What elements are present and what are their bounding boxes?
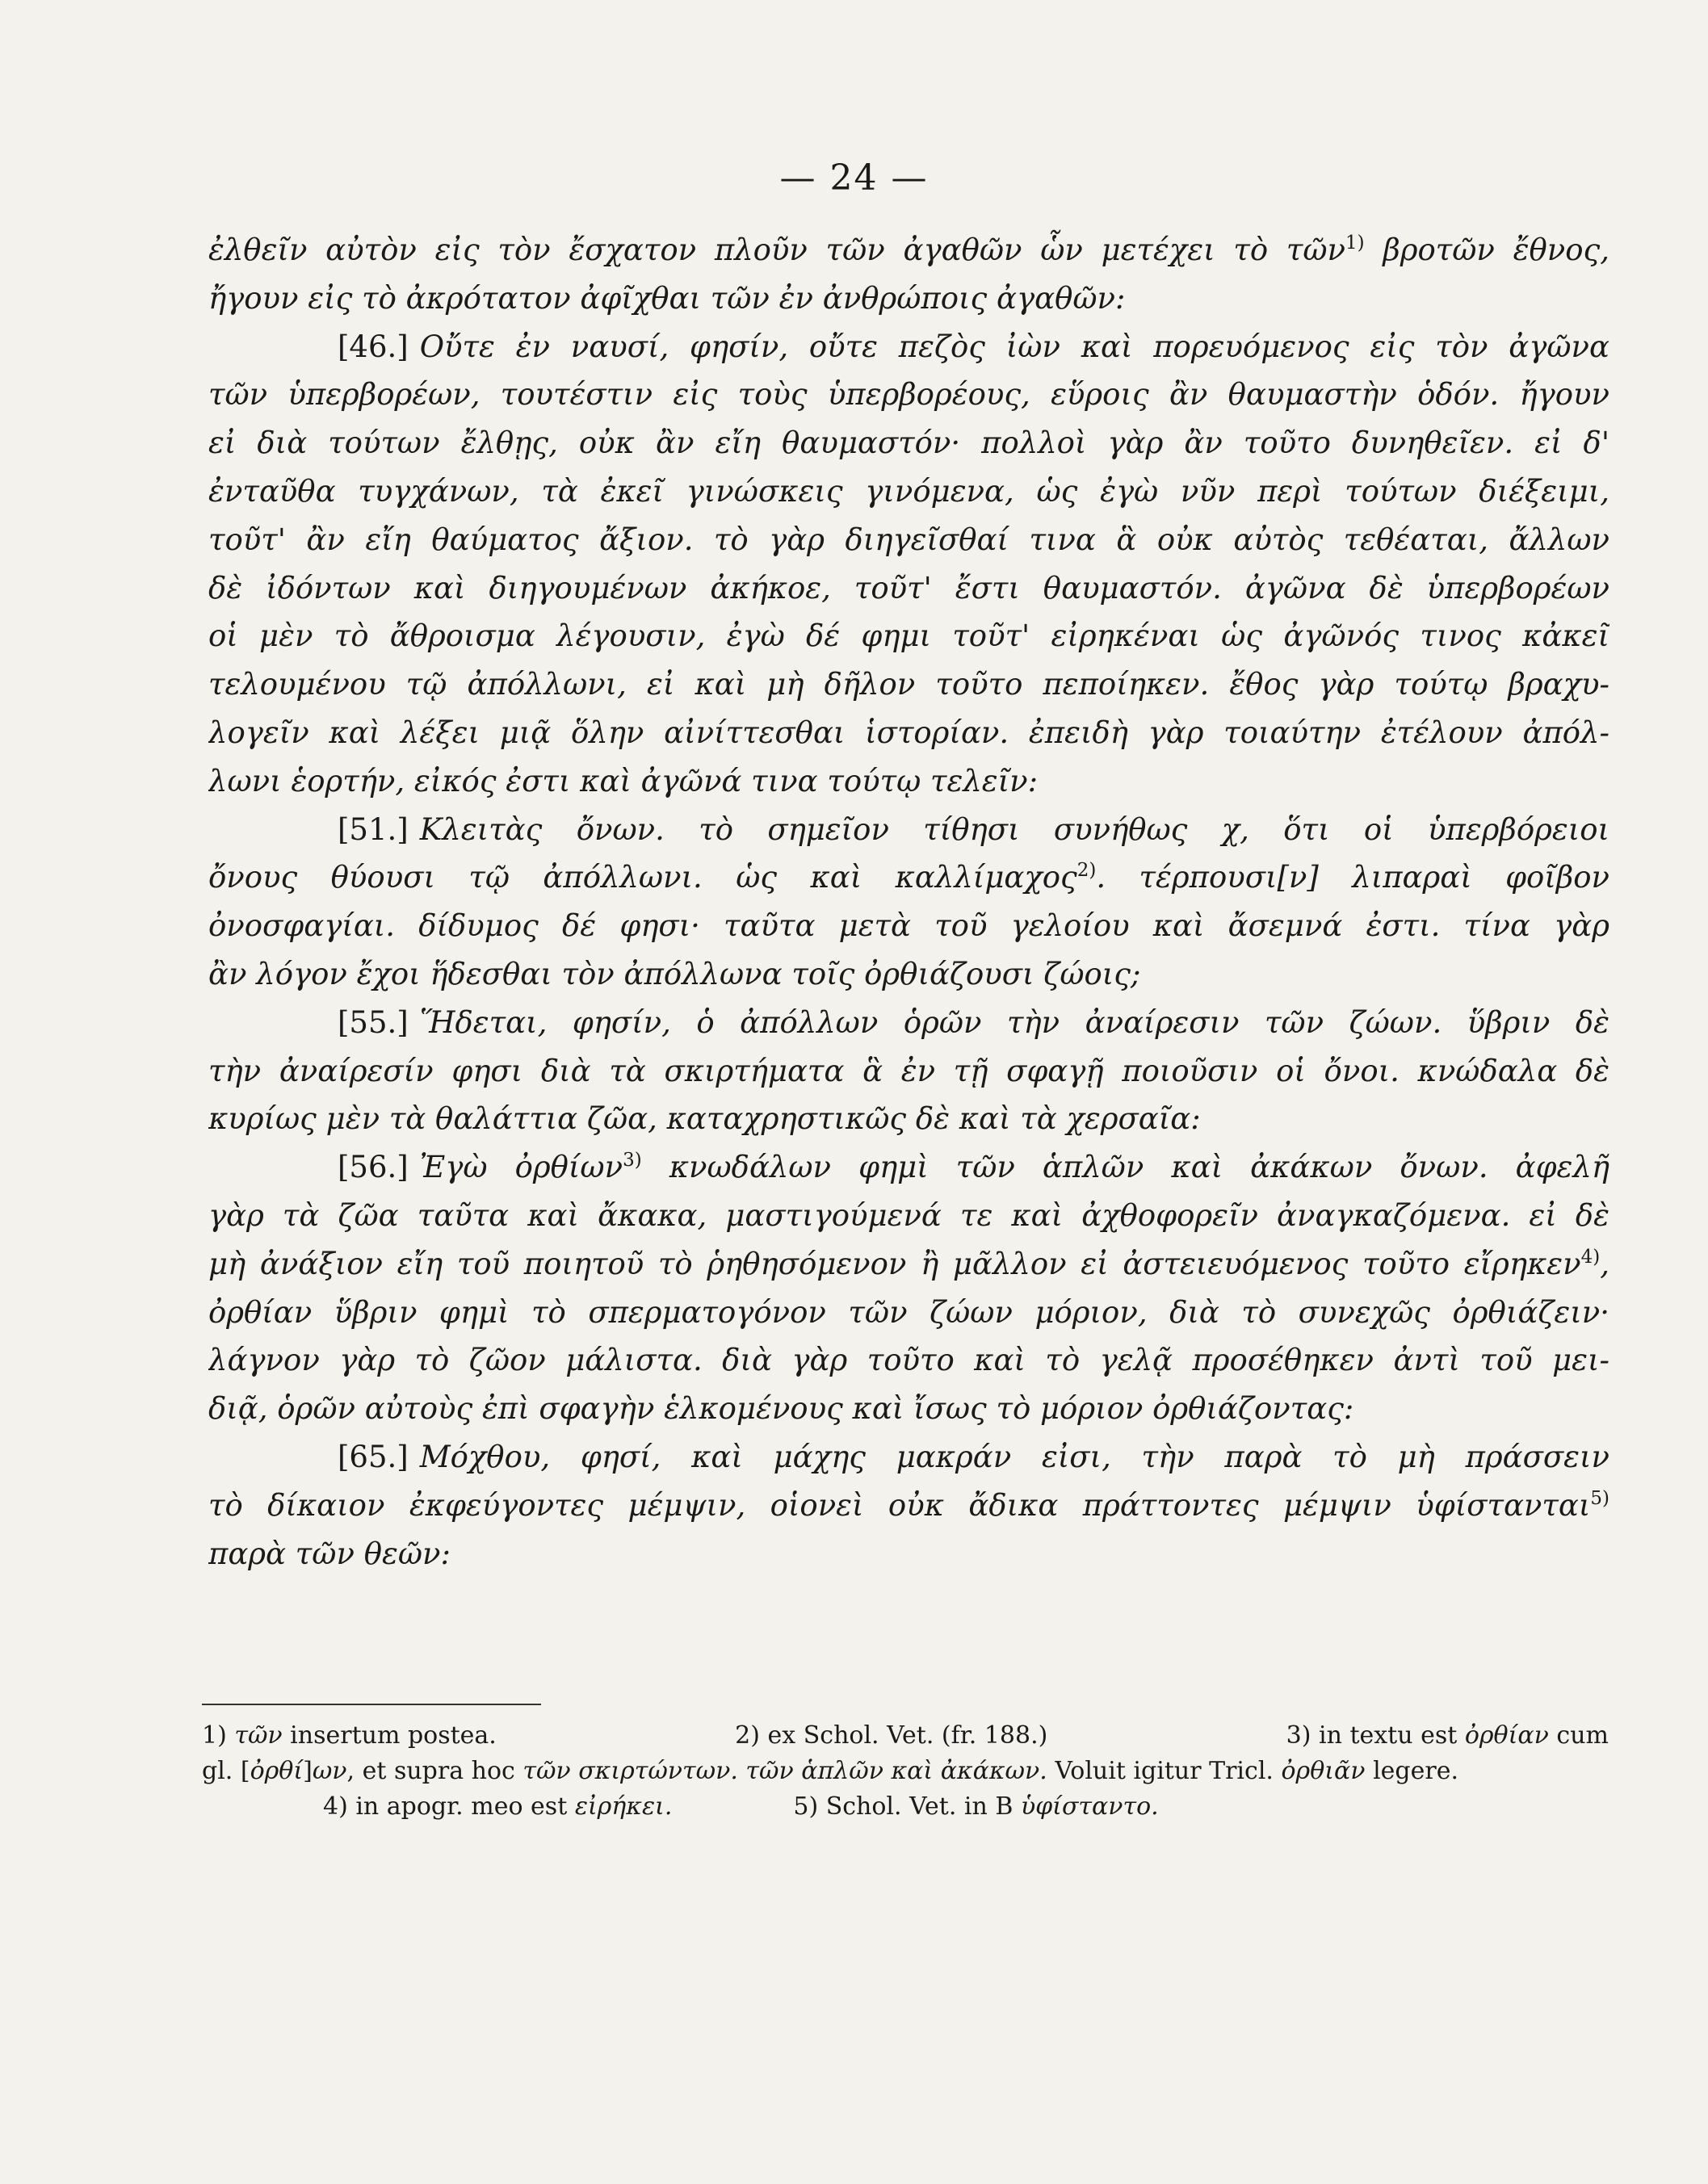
line-text: λογεῖν καὶ λέξει μιᾷ ὅλην αἰνίττεσθαι ἱστορίαν. ἐπειδὴ γὰρ τοιαύτην ἐτέλουν ἀπόλ- [208,715,1609,750]
text-line [208,516,1609,564]
text-line [208,467,1609,516]
text-line [208,226,1609,275]
line-text: Ἐγὼ ὀρθίων [419,1150,623,1185]
text-line [208,999,1609,1047]
text-line [208,1385,1609,1433]
text-line [208,564,1609,613]
line-text: Μόχθου, φησί, καὶ μάχης μακράν εἰσι, τὴν παρὰ τὸ μὴ πράσσειν [419,1439,1609,1474]
footnote-rule [202,1704,541,1705]
footnote-2: 2) ex Schol. Vet. (fr. 188.) [735,1721,1048,1750]
text-line [208,1143,1609,1192]
text-line [208,612,1609,660]
text-line [208,419,1609,467]
text-line [208,853,1609,902]
text-line [208,1095,1609,1143]
line-text: ἐνταῦθα τυγχάνων, τὰ ἐκεῖ γινώσκεις γινόμενα, ὡς ἐγὼ νῦν περὶ τούτων διέξειμι, [208,473,1609,509]
text-line [208,323,1609,371]
line-text-after: βροτῶν ἔθνος, [1364,233,1609,267]
footnote-1: 1) τῶν insertum postea. [202,1721,497,1750]
line-text: μὴ ἀνάξιον εἴη τοῦ ποιητοῦ τὸ ῥηθησόμενον ἢ μᾶλλον εἰ ἀστειευόμενος τοῦτο εἴρηκεν [208,1246,1581,1281]
line-text: τῶν ὑπερβορέων, τουτέστιν εἰς τοὺς ὑπερβορέους, εὕροις ἂν θαυμαστὴν ὁδόν. ἤγουν [208,377,1609,413]
line-text: τοῦτ' ἂν εἴη θαύματος ἄξιον. τὸ γὰρ διηγεῖσθαί τινα ἃ οὐκ αὐτὸς τεθέαται, ἄλλων [208,522,1609,557]
footnote-5: 5) Schol. Vet. in B ὑφίσταντο. [793,1792,1159,1821]
line-text: κυρίως μὲν τὰ θαλάττια ζῶα, καταχρηστικῶς δὲ καὶ τὰ χερσαῖα: [208,1101,1201,1137]
footnote-3: 3) in textu est ὀρθίαν cum [1286,1721,1609,1750]
footnote-ref: 1) [1345,233,1365,254]
line-text-after: κνωδάλων φημὶ τῶν ἁπλῶν καὶ ἀκάκων ὄνων. ἀφελῆ [641,1150,1609,1185]
text-line [208,806,1609,854]
text-line [208,275,1609,323]
line-text: γὰρ τὰ ζῶα ταῦτα καὶ ἄκακα, μαστιγούμενά τε καὶ ἀχθοφορεῖν ἀναγκαζόμενα. εἰ δὲ [208,1197,1609,1233]
line-text: λωνι ἑορτήν, εἰκός ἐστι καὶ ἀγῶνά τινα τούτῳ τελεῖν: [208,763,1039,799]
line-text: οἱ μὲν τὸ ἄθροισμα λέγουσιν, ἐγὼ δέ φημι τοῦτ' εἰρηκέναι ὡς ἀγῶνός τινος κἀκεῖ [208,618,1609,654]
line-text: παρὰ τῶν θεῶν: [208,1536,451,1571]
line-text: Ἥδεται, φησίν, ὁ ἀπόλλων ὁρῶν τὴν ἀναίρεσιν τῶν ζώων. ὕβριν δὲ [419,1004,1609,1040]
page-number: — 24 — [779,157,929,199]
line-text: τελουμένου τῷ ἀπόλλωνι, εἰ καὶ μὴ δῆλον τοῦτο πεποίηκεν. ἔθος γὰρ τούτῳ βραχυ- [208,667,1609,702]
line-text: Κλειτὰς ὄνων. τὸ σημεῖον τίθησι συνήθως χ, ὅτι οἱ ὑπερβόρειοι [419,811,1609,847]
text-line [208,1433,1609,1482]
section-marker: [56.] [338,1150,409,1185]
line-text: ὀρθίαν ὕβριν φημὶ τὸ σπερματογόνον τῶν ζώων μόριον, διὰ τὸ συνεχῶς ὀρθιάζειν· [208,1294,1609,1330]
section-marker: [46.] [338,329,409,364]
footnote-line-2 [202,1754,1609,1789]
footnote-ref: 3) [623,1150,642,1172]
text-line [208,1530,1609,1578]
line-text: δὲ ἰδόντων καὶ διηγουμένων ἀκήκοε, τοῦτ' ἔστι θαυμαστόν. ἀγῶνα δὲ ὑπερβορέων [208,570,1609,606]
line-text: Οὔτε ἐν ναυσί, φησίν, οὔτε πεζὸς ἰὼν καὶ πορευόμενος εἰς τὸν ἀγῶνα [419,329,1609,364]
main-text [208,226,1609,1578]
footnote-4: 4) in apogr. meo est εἰρήκει. [323,1792,673,1821]
text-line [208,1336,1609,1385]
text-line [208,1240,1609,1289]
line-text: λάγνον γὰρ τὸ ζῶον μάλιστα. διὰ γὰρ τοῦτο καὶ τὸ γελᾷ προσέθηκεν ἀντὶ τοῦ μει- [208,1343,1609,1378]
line-text: εἰ διὰ τούτων ἔλθῃς, οὐκ ἂν εἴη θαυμαστόν· πολλοὶ γὰρ ἂν τοῦτο δυνηθεῖεν. εἰ δ' [208,425,1609,461]
text-line [208,1482,1609,1530]
line-text: ἐλθεῖν αὐτὸν εἰς τὸν ἔσχατον πλοῦν τῶν ἀγαθῶν ὧν μετέχει τὸ τῶν [208,233,1345,267]
line-text: ἤγουν εἰς τὸ ἀκρότατον ἀφῖχθαι τῶν ἐν ἀνθρώποις ἀγαθῶν: [208,280,1126,316]
line-text: τὴν ἀναίρεσίν φησι διὰ τὰ σκιρτήματα ἃ ἐν τῇ σφαγῇ ποιοῦσιν οἱ ὄνοι. κνώδαλα δὲ [208,1053,1609,1088]
text-line [208,902,1609,950]
line-text-after: , [1600,1246,1609,1281]
line-text: τὸ δίκαιον ἐκφεύγοντες μέμψιν, οἱονεὶ οὐκ ἄδικα πράττοντες μέμψιν ὑφίστανται [208,1487,1591,1523]
footnote-line-1 [202,1718,1609,1754]
line-text-after: . τέρπουσι[ν] λιπαραὶ φοῖβον [1096,860,1609,895]
text-line [208,1289,1609,1337]
text-line [208,709,1609,757]
footnote-ref: 2) [1076,860,1097,882]
text-line [208,950,1609,999]
line-text: διᾷ, ὁρῶν αὐτοὺς ἐπὶ σφαγὴν ἑλκομένους καὶ ἴσως τὸ μόριον ὀρθιάζοντας: [208,1391,1354,1427]
section-marker: [51.] [338,811,409,847]
footnote-ref: 4) [1580,1246,1601,1268]
text-line [208,757,1609,806]
section-marker: [65.] [338,1439,409,1474]
section-marker: [55.] [338,1004,409,1040]
line-text: ὄνους θύουσι τῷ ἀπόλλωνι. ὡς καὶ καλλίμαχος [208,860,1077,895]
footnote-ref: 5) [1590,1487,1609,1509]
footnote-line-3 [202,1789,1609,1825]
text-line [208,1047,1609,1096]
line-text: ὀνοσφαγίαι. δίδυμος δέ φησι· ταῦτα μετὰ τοῦ γελοίου καὶ ἄσεμνά ἐστι. τίνα γὰρ [208,908,1609,944]
text-line [208,660,1609,709]
footnote-3-continued: gl. [ὀρθί]ων, et supra hoc τῶν σκιρτώντων. τῶν ἁπλῶν καὶ ἀκάκων. Voluit igitur Tricl. ὀρθιᾶν legere. [202,1757,1459,1785]
line-text: ἂν λόγον ἔχοι ἥδεσθαι τὸν ἀπόλλωνα τοῖς ὀρθιάζουσι ζώοις; [208,956,1141,991]
text-line [208,1192,1609,1240]
text-line [208,371,1609,419]
footnotes [202,1718,1609,1825]
